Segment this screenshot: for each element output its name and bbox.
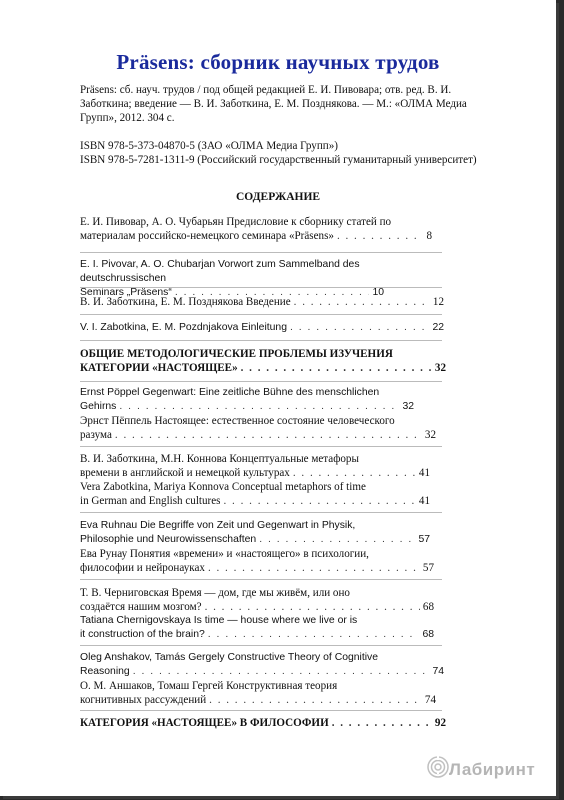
toc-entry-title: философии и нейронауках — [80, 562, 205, 574]
toc-entry-title: Е. И. Пивовар, А. О. Чубарьян Предисловие к сборнику статей по — [80, 216, 392, 228]
toc-entry — [80, 321, 444, 335]
toc-entry-title: когнитивных рассуждений — [80, 694, 207, 706]
toc-page-number: 41 — [418, 467, 430, 479]
leader-dots — [133, 665, 430, 679]
toc-entry-title: Tatiana Chernigovskaya Is time — house where we live or is — [80, 615, 358, 626]
toc-page-number: 74 — [424, 694, 436, 706]
toc-entry — [80, 651, 444, 679]
toc-entry-title: Vera Zabotkina, Mariya Konnova Conceptual metaphors of time — [80, 481, 366, 493]
toc-page-number: 12 — [432, 296, 444, 308]
toc-page-number: 92 — [434, 717, 446, 729]
toc-entry — [80, 414, 436, 442]
toc-page-number: 32 — [402, 401, 414, 412]
toc-entry-title: Ева Рунау Понятия «времени» и «настоящего» в психологии, — [80, 548, 369, 560]
toc-entry — [80, 547, 434, 575]
toc-entry-title: Eva Ruhnau Die Begriffe von Zeit und Gegenwart in Physik, — [80, 520, 356, 531]
divider — [80, 512, 442, 513]
toc-page-number: 10 — [372, 287, 384, 298]
toc-page-number: 68 — [422, 601, 434, 613]
toc-entry — [80, 452, 430, 480]
leader-dots — [224, 494, 416, 508]
toc-entry-title: В. И. Заботкина, Е. М. Позднякова Введение — [80, 296, 291, 308]
toc-entry-title: Oleg Anshakov, Tamás Gergely Constructive Theory of Cognitive — [80, 652, 379, 663]
leader-dots — [241, 361, 432, 375]
toc-entry — [80, 386, 414, 414]
toc-entry — [80, 586, 434, 614]
toc-entry — [80, 480, 430, 508]
divider — [80, 579, 442, 580]
toc-section-title: КАТЕГОРИЯ «НАСТОЯЩЕЕ» В ФИЛОСОФИИ — [80, 717, 329, 729]
isbn-line-1: ISBN 978-5-373-04870-5 (ЗАО «ОЛМА Медиа Групп») — [80, 140, 338, 152]
leader-dots — [293, 466, 416, 480]
leader-dots — [119, 400, 399, 414]
page-title: Präsens: сборник научных трудов — [116, 50, 440, 74]
toc-page-number: 57 — [418, 534, 430, 545]
leader-dots — [208, 561, 420, 575]
leader-dots — [115, 428, 422, 442]
toc-entry — [80, 679, 436, 707]
toc-entry-title: В. И. Заботкина, М.Н. Коннова Концептуальные метафоры — [80, 453, 359, 465]
leader-dots — [294, 295, 430, 309]
toc-entry-title: V. I. Zabotkina, E. M. Pozdnjakova Einleitung — [80, 322, 287, 333]
bibliographic-description: Präsens: сб. науч. трудов / под общей редакцией Е. И. Пивовара; отв. ред. В. И. Заботкина; введение — В. И. Заботкина, Е. М. Позднякова. — М.: «ОЛМА Медиа Групп», 2012. 304 с. — [80, 84, 467, 124]
leader-dots — [337, 229, 424, 243]
divider — [80, 645, 442, 646]
divider — [80, 252, 442, 253]
toc-entry-title: Gehirns — [80, 401, 117, 412]
toc-entry-title: материалам российско-немецкого семинара «Präsens» — [80, 230, 334, 242]
toc-page-number: 74 — [432, 666, 444, 677]
divider — [80, 381, 442, 382]
toc-entry-title: Ernst Pöppel Gegenwart: Eine zeitliche Bühne des menschlichen — [80, 387, 380, 398]
divider — [80, 340, 442, 341]
toc-entry-title: О. М. Аншаков, Томаш Гергей Конструктивная теория — [80, 680, 338, 692]
toc-entry-title: it construction of the brain? — [80, 629, 205, 640]
divider — [80, 446, 442, 447]
contents-heading: СОДЕРЖАНИЕ — [235, 191, 321, 203]
toc-entry — [80, 295, 444, 309]
toc-section — [80, 347, 446, 375]
leader-dots — [208, 628, 420, 642]
toc-section-title: КАТЕГОРИИ «НАСТОЯЩЕЕ» — [80, 362, 238, 374]
toc-entry — [80, 614, 434, 642]
toc-page-number: 68 — [422, 629, 434, 640]
toc-entry-title: создаётся нашим мозгом? — [80, 601, 202, 613]
divider — [80, 287, 442, 288]
toc-page-number: 22 — [432, 322, 444, 333]
toc-entry-title: Seminars „Präsens“ — [80, 287, 172, 298]
toc-entry-title: времени в английской и немецкой культурах — [80, 467, 290, 479]
toc-entry — [80, 258, 442, 300]
leader-dots — [259, 533, 415, 547]
toc-entry-title: E. I. Pivovar, A. O. Chubarjan Vorwort zum Sammelband des deutschrussischen — [80, 259, 360, 284]
toc-section — [80, 716, 446, 730]
labyrinth-logo-icon — [427, 756, 449, 778]
toc-section-title: ОБЩИЕ МЕТОДОЛОГИЧЕСКИЕ ПРОБЛЕМЫ ИЗУЧЕНИЯ — [80, 348, 393, 360]
toc-page-number: 8 — [426, 230, 432, 242]
toc-entry — [80, 215, 442, 243]
toc-entry-title: Т. В. Черниговская Время — дом, где мы живём, или оно — [80, 587, 350, 599]
toc-page-number: 32 — [434, 362, 446, 374]
leader-dots — [332, 716, 432, 730]
leader-dots — [209, 693, 422, 707]
leader-dots — [290, 321, 429, 335]
divider — [80, 314, 442, 315]
isbn-line-2: ISBN 978-5-7281-1311-9 (Российский государственный гуманитарный университет) — [80, 154, 477, 166]
divider — [80, 710, 442, 711]
toc-entry-title: Philosophie und Neurowissenschaften — [80, 534, 257, 545]
toc-page-number: 32 — [424, 429, 436, 441]
toc-page-number: 57 — [422, 562, 434, 574]
toc-entry-title: in German and English cultures — [80, 495, 221, 507]
leader-dots — [205, 600, 420, 614]
toc-entry-title: Reasoning — [80, 666, 130, 677]
toc-entry — [80, 519, 430, 547]
toc-entry-title: разума — [80, 429, 112, 441]
watermark-text: Лабиринт — [449, 760, 536, 779]
toc-page-number: 41 — [418, 495, 430, 507]
toc-entry-title: Эрнст Пёппель Настоящее: естественное состояние человеческого — [80, 415, 395, 427]
